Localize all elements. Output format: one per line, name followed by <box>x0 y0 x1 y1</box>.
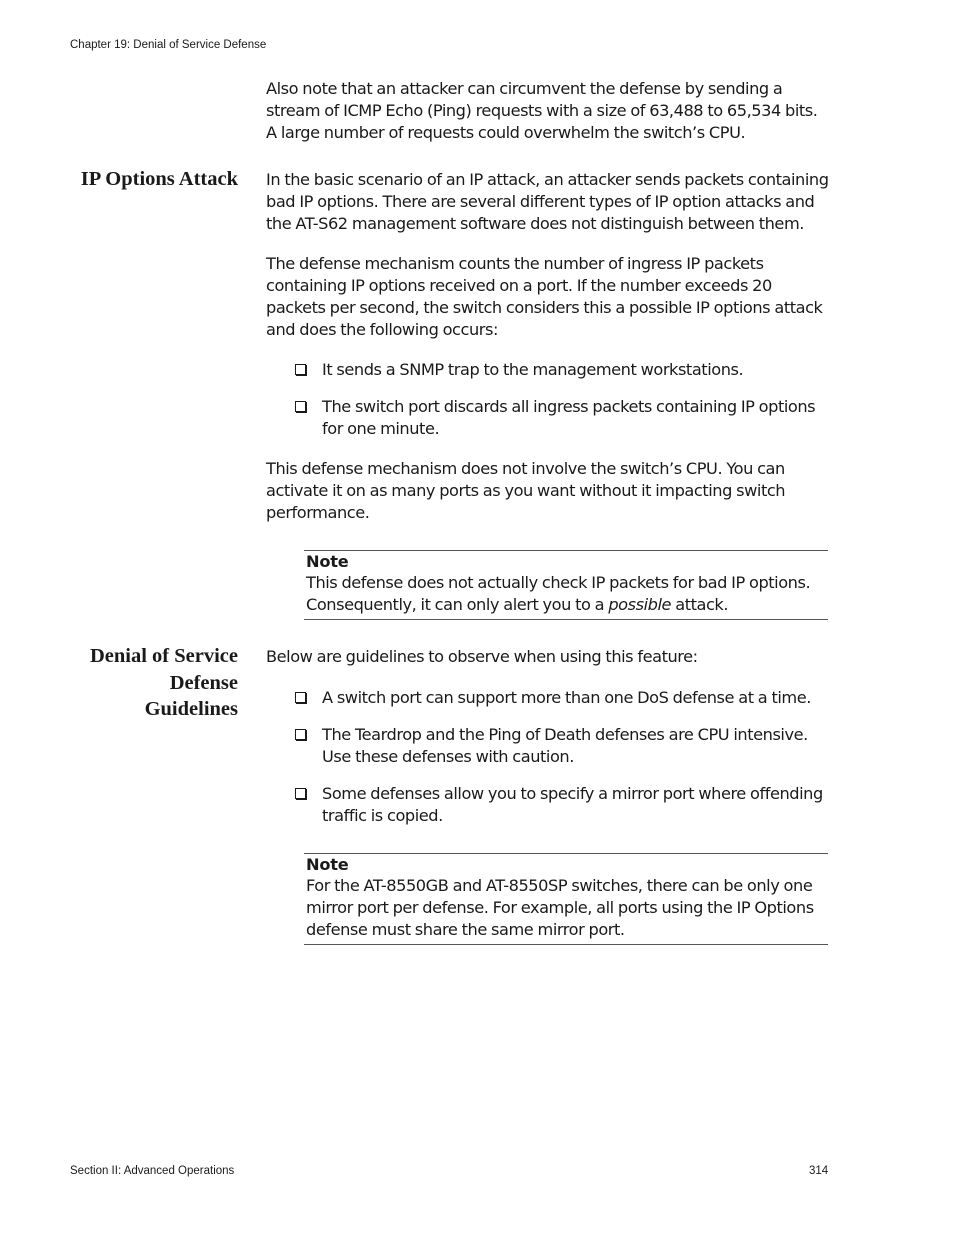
running-footer-section: Section II: Advanced Operations <box>70 1165 235 1177</box>
note-text: This defense does not actually check IP packets for bad IP options. Consequently, it can only alert you to a possible attack. <box>306 573 811 614</box>
ip-options-note <box>304 550 828 620</box>
note-title: Note <box>306 855 349 874</box>
ip-options-paragraph-1: In the basic scenario of an IP attack, an attacker sends packets containing bad IP options. There are several different types of IP option attacks and the AT-S62 management software does not distinguish between them. <box>266 170 829 233</box>
intro-paragraph: Also note that an attacker can circumvent the defense by sending a stream of ICMP Echo (Ping) requests with a size of 63,488 to 65,534 bits. A large number of requests could overwhelm the switch’s CPU. <box>266 79 818 142</box>
ip-options-bullet-1 <box>294 359 834 381</box>
checkbox-bullet-icon <box>295 729 306 740</box>
ip-options-paragraph-3: This defense mechanism does not involve the switch’s CPU. You can activate it on as many ports as you want without it impacting switch performance. <box>266 459 786 522</box>
checkbox-bullet-icon <box>295 788 306 799</box>
ip-options-bullet-2 <box>294 396 834 440</box>
guidelines-intro: Below are guidelines to observe when using this feature: <box>266 647 698 666</box>
guidelines-bullet-1 <box>294 687 834 709</box>
guidelines-bullet-3 <box>294 783 834 827</box>
bullet-text: The Teardrop and the Ping of Death defenses are CPU intensive. Use these defenses with caution. <box>322 725 808 766</box>
bullet-text: A switch port can support more than one DoS defense at a time. <box>322 688 811 707</box>
ip-options-heading: IP Options Attack <box>80 168 238 190</box>
bullet-text: The switch port discards all ingress packets containing IP options for one minute. <box>322 397 816 438</box>
ip-options-paragraph-2: The defense mechanism counts the number of ingress IP packets containing IP options received on a port. If the number exceeds 20 packets per second, the switch considers this a possible IP options attack and does the following occurs: <box>266 254 823 339</box>
checkbox-bullet-icon <box>295 692 306 703</box>
bullet-text: It sends a SNMP trap to the management workstations. <box>322 360 744 379</box>
dos-guidelines-heading: Denial of Service Defense Guidelines <box>89 645 238 720</box>
note-text: For the AT-8550GB and AT-8550SP switches, there can be only one mirror port per defense. For example, all ports using the IP Options defense must share the same mirror port. <box>306 876 814 939</box>
guidelines-note <box>304 853 828 945</box>
page-number: 314 <box>809 1165 829 1177</box>
guidelines-bullet-2 <box>294 724 834 768</box>
note-title: Note <box>306 552 349 571</box>
note-emphasis: possible <box>608 595 672 614</box>
bullet-text: Some defenses allow you to specify a mirror port where offending traffic is copied. <box>322 784 823 825</box>
running-header: Chapter 19: Denial of Service Defense <box>70 39 267 51</box>
checkbox-bullet-icon <box>295 364 306 375</box>
checkbox-bullet-icon <box>295 401 306 412</box>
